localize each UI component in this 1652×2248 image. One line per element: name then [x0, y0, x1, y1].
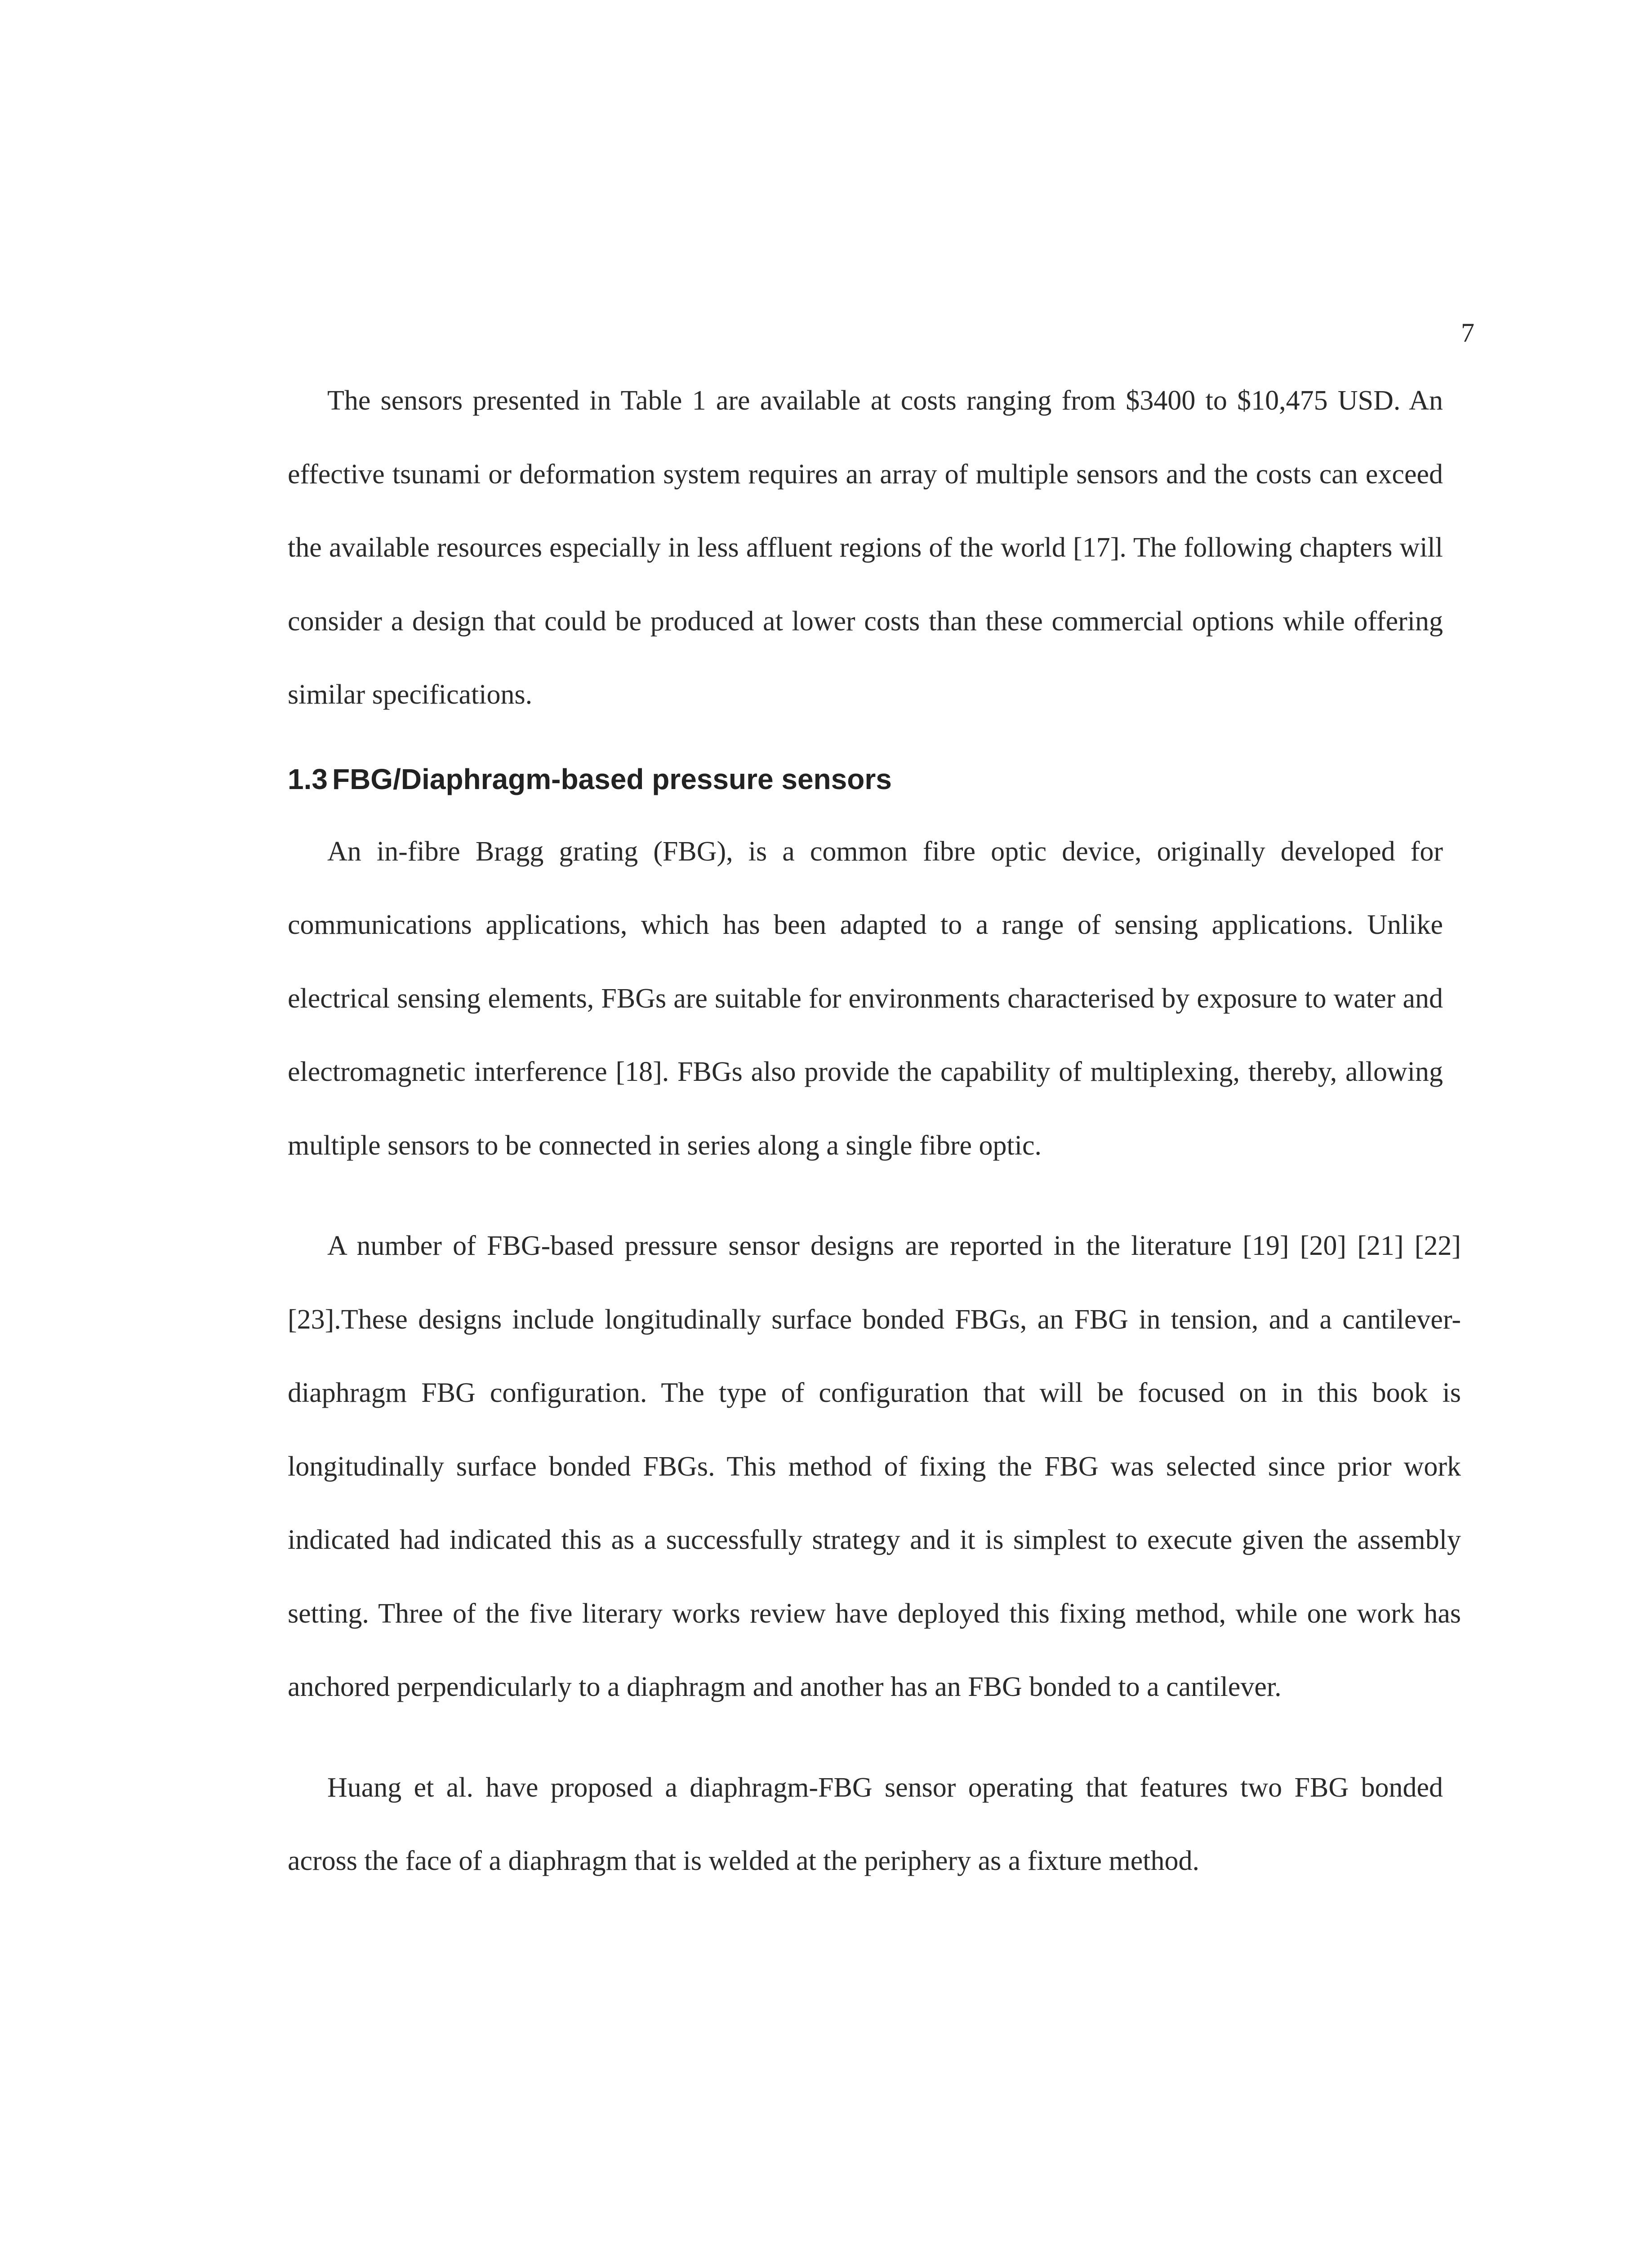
paragraph-sensor-costs: The sensors presented in Table 1 are available at costs ranging from $3400 to $10,475 USD. An effective tsunami or deformation system requires an array of multiple sensors and the costs can exceed the available resources especially in less affluent regions of the world [17]. The following chapters will consider a design that could be produced at lower costs than these commercial options while offering similar specifications. — [288, 385, 1443, 710]
paragraph-fbg-intro: An in-fibre Bragg grating (FBG), is a common fibre optic device, originally developed for communications applications, which has been adapted to a range of sensing applications. Unlike electrical sensing elements, FBGs are suitable for environments characterised by exposure to water and electromagnetic interference [18]. FBGs also provide the capability of multiplexing, thereby, allowing multiple sensors to be connected in series along a single fibre optic. — [288, 836, 1443, 1161]
section-title: FBG/Diaphragm-based pressure sensors — [332, 763, 892, 795]
paragraph-fbg-designs: A number of FBG-based pressure sensor designs are reported in the literature [19] [20] [21] [22] [23].These designs include longitudinally surface bonded FBGs, an FBG in tension, and a cantilever-diaphragm FBG configuration. The type of configuration that will be focused on in this book is longitudinally surface bonded FBGs. This method of fixing the FBG was selected since prior work indicated had indicated this as a successfully strategy and it is simplest to execute given the assembly setting. Three of the five literary works review have deployed this fixing method, while one work has anchored perpendicularly to a diaphragm and another has an FBG bonded to a cantilever. — [288, 1231, 1461, 1702]
section-heading — [288, 743, 1443, 815]
page-number: 7 — [1461, 318, 1474, 348]
section-number: 1.3 — [288, 763, 328, 795]
paragraph-huang: Huang et al. have proposed a diaphragm-FBG sensor operating that features two FBG bonded across the face of a diaphragm that is welded at the periphery as a fixture method. — [288, 1772, 1443, 1876]
page-body — [288, 364, 1461, 1898]
